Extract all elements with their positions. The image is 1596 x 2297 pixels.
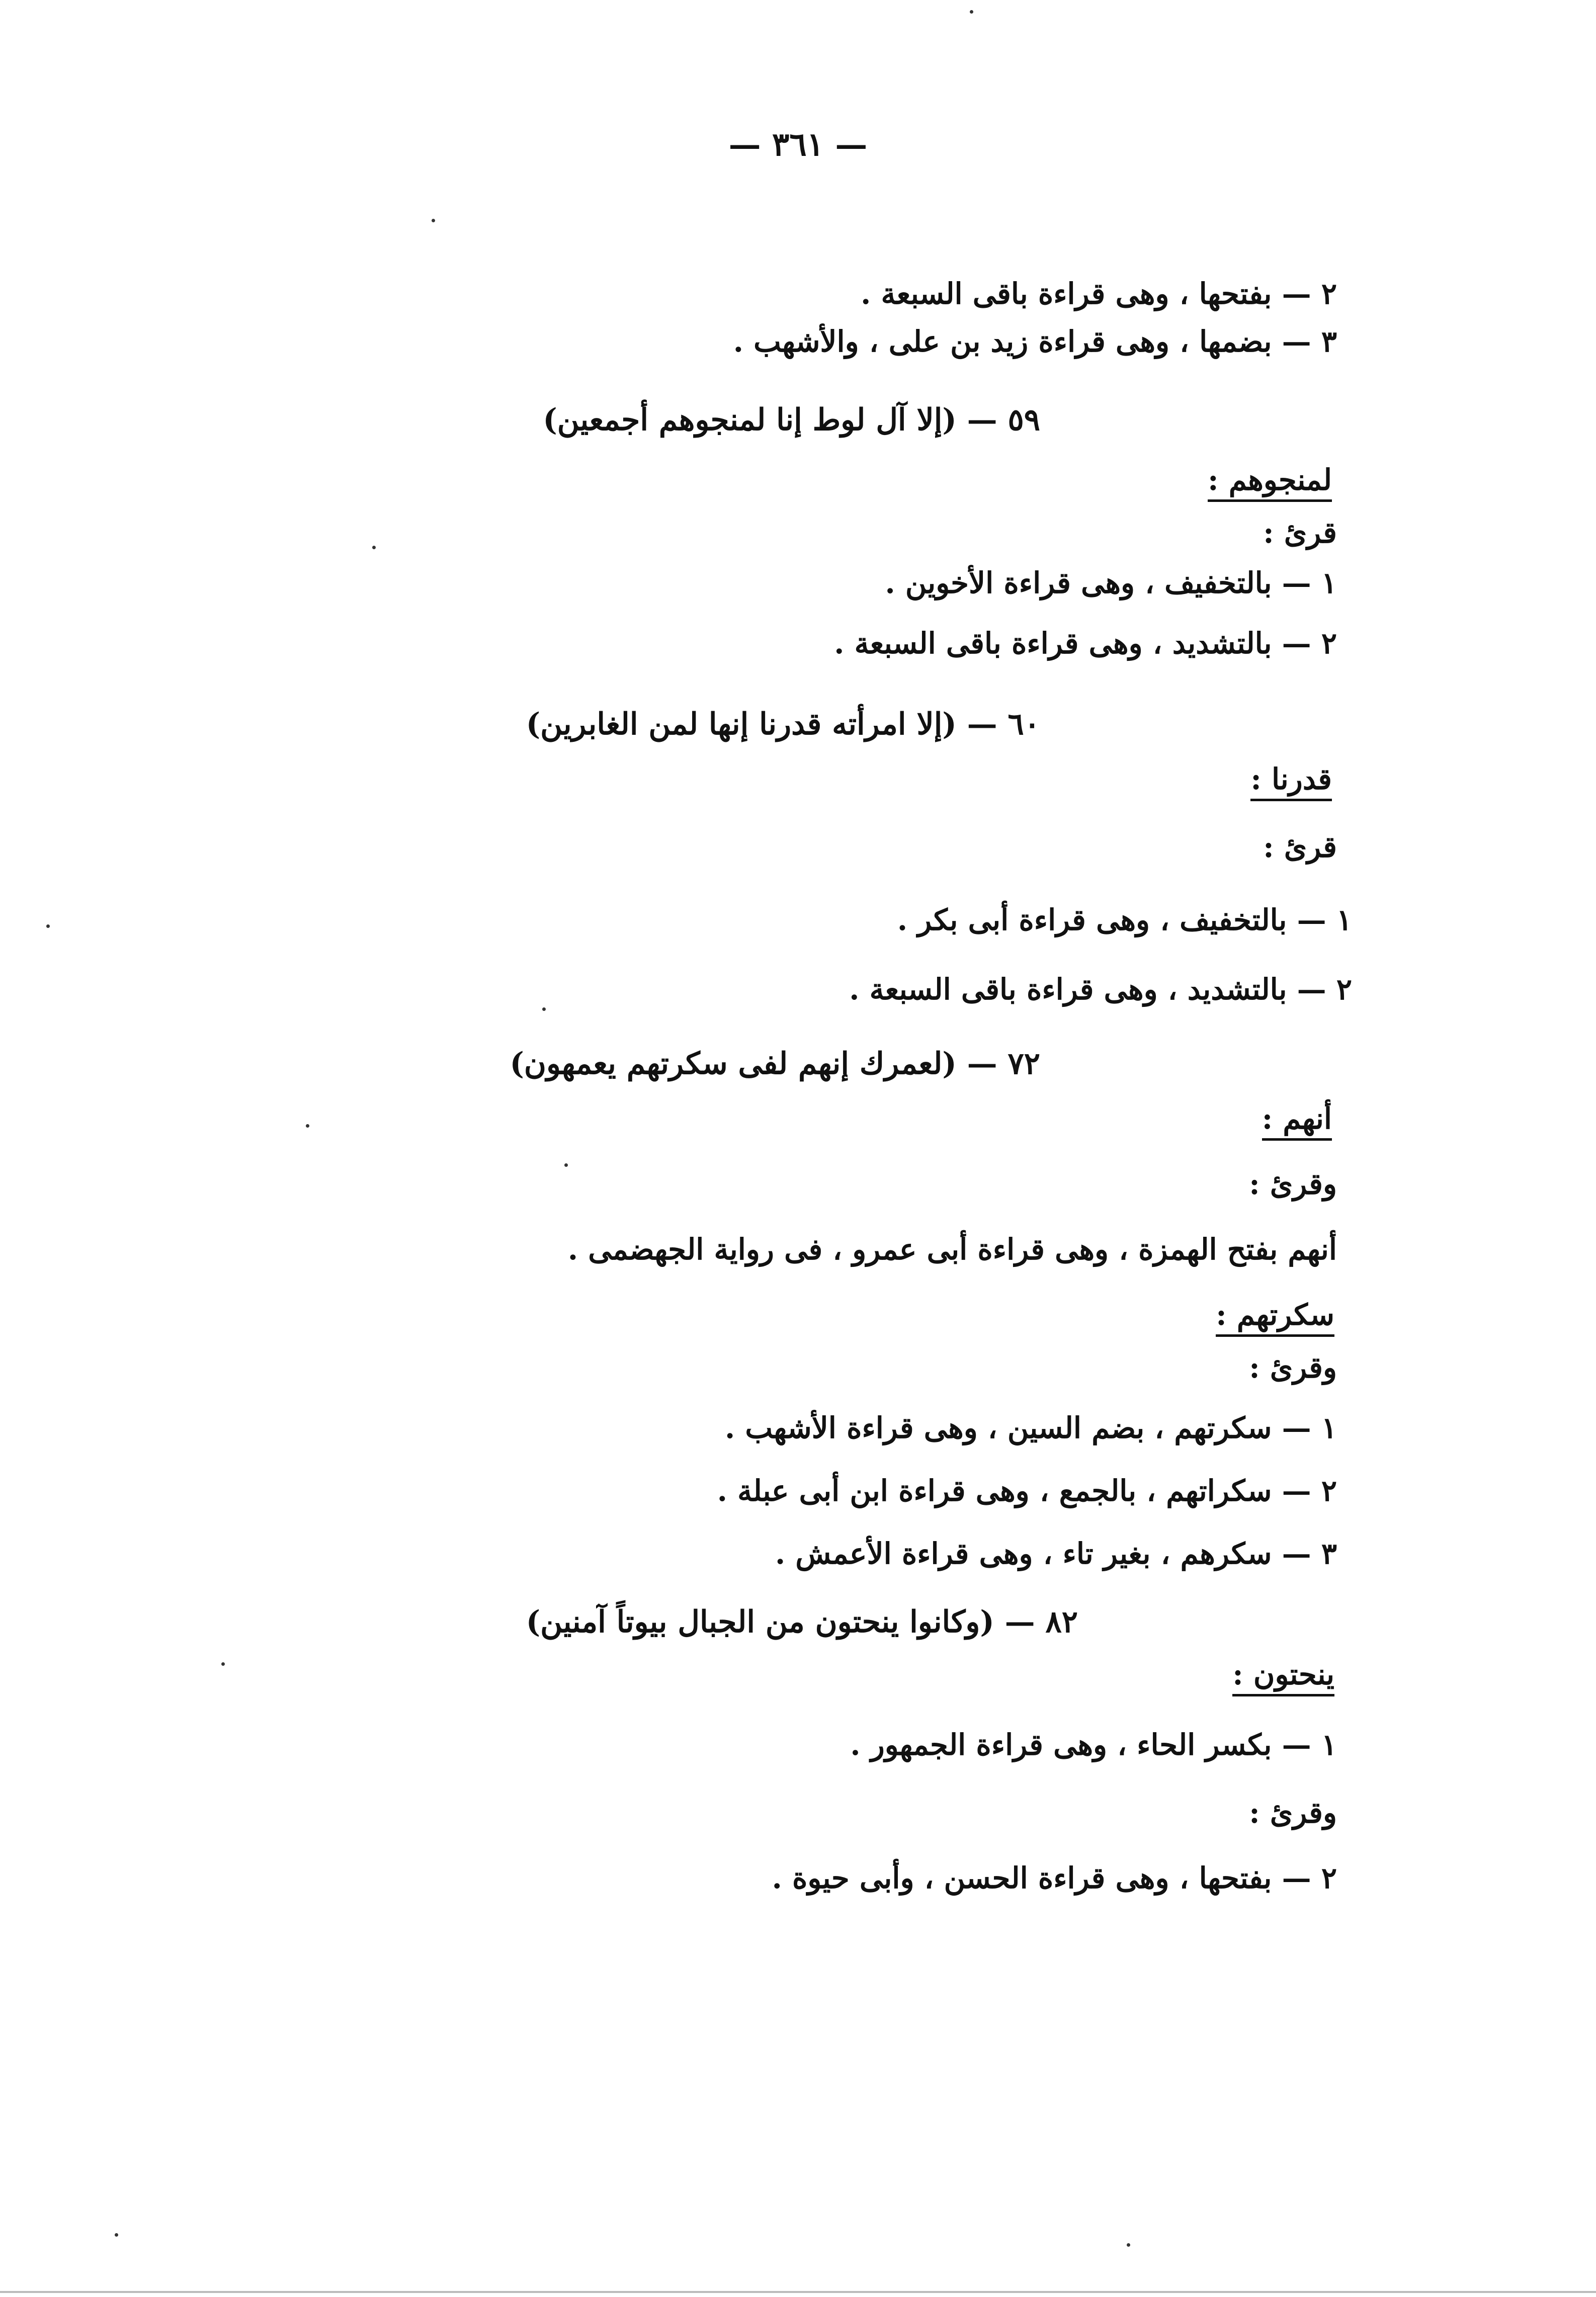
scan-speck (432, 219, 435, 222)
reading-line: ٢ — بالتشديد ، وهى قراءة باقى السبعة . (834, 626, 1337, 660)
scan-speck (46, 924, 50, 928)
verse-72: ٧٢ — (لعمرك إنهم لفى سكرتهم يعمهون) (510, 1046, 1040, 1081)
word-heading: قدرنا : (1250, 764, 1332, 801)
scan-speck (1127, 2243, 1130, 2247)
page-bottom-edge (0, 2291, 1596, 2293)
word-heading: سكرتهم : (1216, 1300, 1334, 1337)
scan-speck (542, 1007, 546, 1011)
reading-line: ٢ — بفتحها ، وهى قراءة الحسن ، وأبى حيوة . (772, 1861, 1337, 1895)
reading-line: ٢ — بفتحها ، وهى قراءة باقى السبعة . (861, 277, 1337, 311)
reading-line: ١ — سكرتهم ، بضم السين ، وهى قراءة الأشهب . (725, 1411, 1337, 1445)
scan-speck (970, 10, 973, 14)
reading-line: ٢ — بالتشديد ، وهى قراءة باقى السبعة . (849, 972, 1352, 1006)
reading-label: قرئ : (1263, 830, 1337, 864)
scan-speck (564, 1163, 568, 1167)
reading-label: وقرئ : (1249, 1167, 1337, 1201)
reading-line: ٣ — سكرهم ، بغير تاء ، وهى قراءة الأعمش . (775, 1537, 1337, 1571)
reading-line: أنهم بفتح الهمزة ، وهى قراءة أبى عمرو ، فى رواية الجهضمى . (567, 1232, 1337, 1266)
reading-label: وقرئ : (1249, 1796, 1337, 1830)
reading-label: قرئ : (1263, 516, 1337, 550)
word-heading: ينحتون : (1232, 1660, 1334, 1696)
page-number: — ٣٦١ — (728, 126, 868, 163)
reading-line: ٢ — سكراتهم ، بالجمع ، وهى قراءة ابن أبى عبلة . (717, 1474, 1337, 1508)
reading-line: ١ — بكسر الحاء ، وهى قراءة الجمهور . (850, 1728, 1337, 1762)
reading-line: ٣ — بضمها ، وهى قراءة زيد بن على ، والأشهب . (733, 324, 1337, 359)
word-heading: لمنجوهم : (1208, 465, 1332, 502)
verse-59: ٥٩ — (إلا آل لوط إنا لمنجوهم أجمعين) (543, 402, 1040, 438)
scan-speck (115, 2233, 118, 2237)
reading-line: ١ — بالتخفيف ، وهى قراءة الأخوين . (885, 566, 1337, 600)
verse-60: ٦٠ — (إلا امرأته قدرنا إنها لمن الغابرين) (526, 707, 1040, 742)
scan-speck (221, 1662, 225, 1666)
scan-speck (372, 546, 376, 549)
scan-speck (306, 1124, 309, 1128)
reading-line: ١ — بالتخفيف ، وهى قراءة أبى بكر . (897, 903, 1352, 937)
word-heading: أنهم : (1262, 1104, 1332, 1141)
verse-82: ٨٢ — (وكانوا ينحتون من الجبال بيوتاً آمنين) (526, 1604, 1078, 1640)
reading-label: وقرئ : (1249, 1350, 1337, 1385)
